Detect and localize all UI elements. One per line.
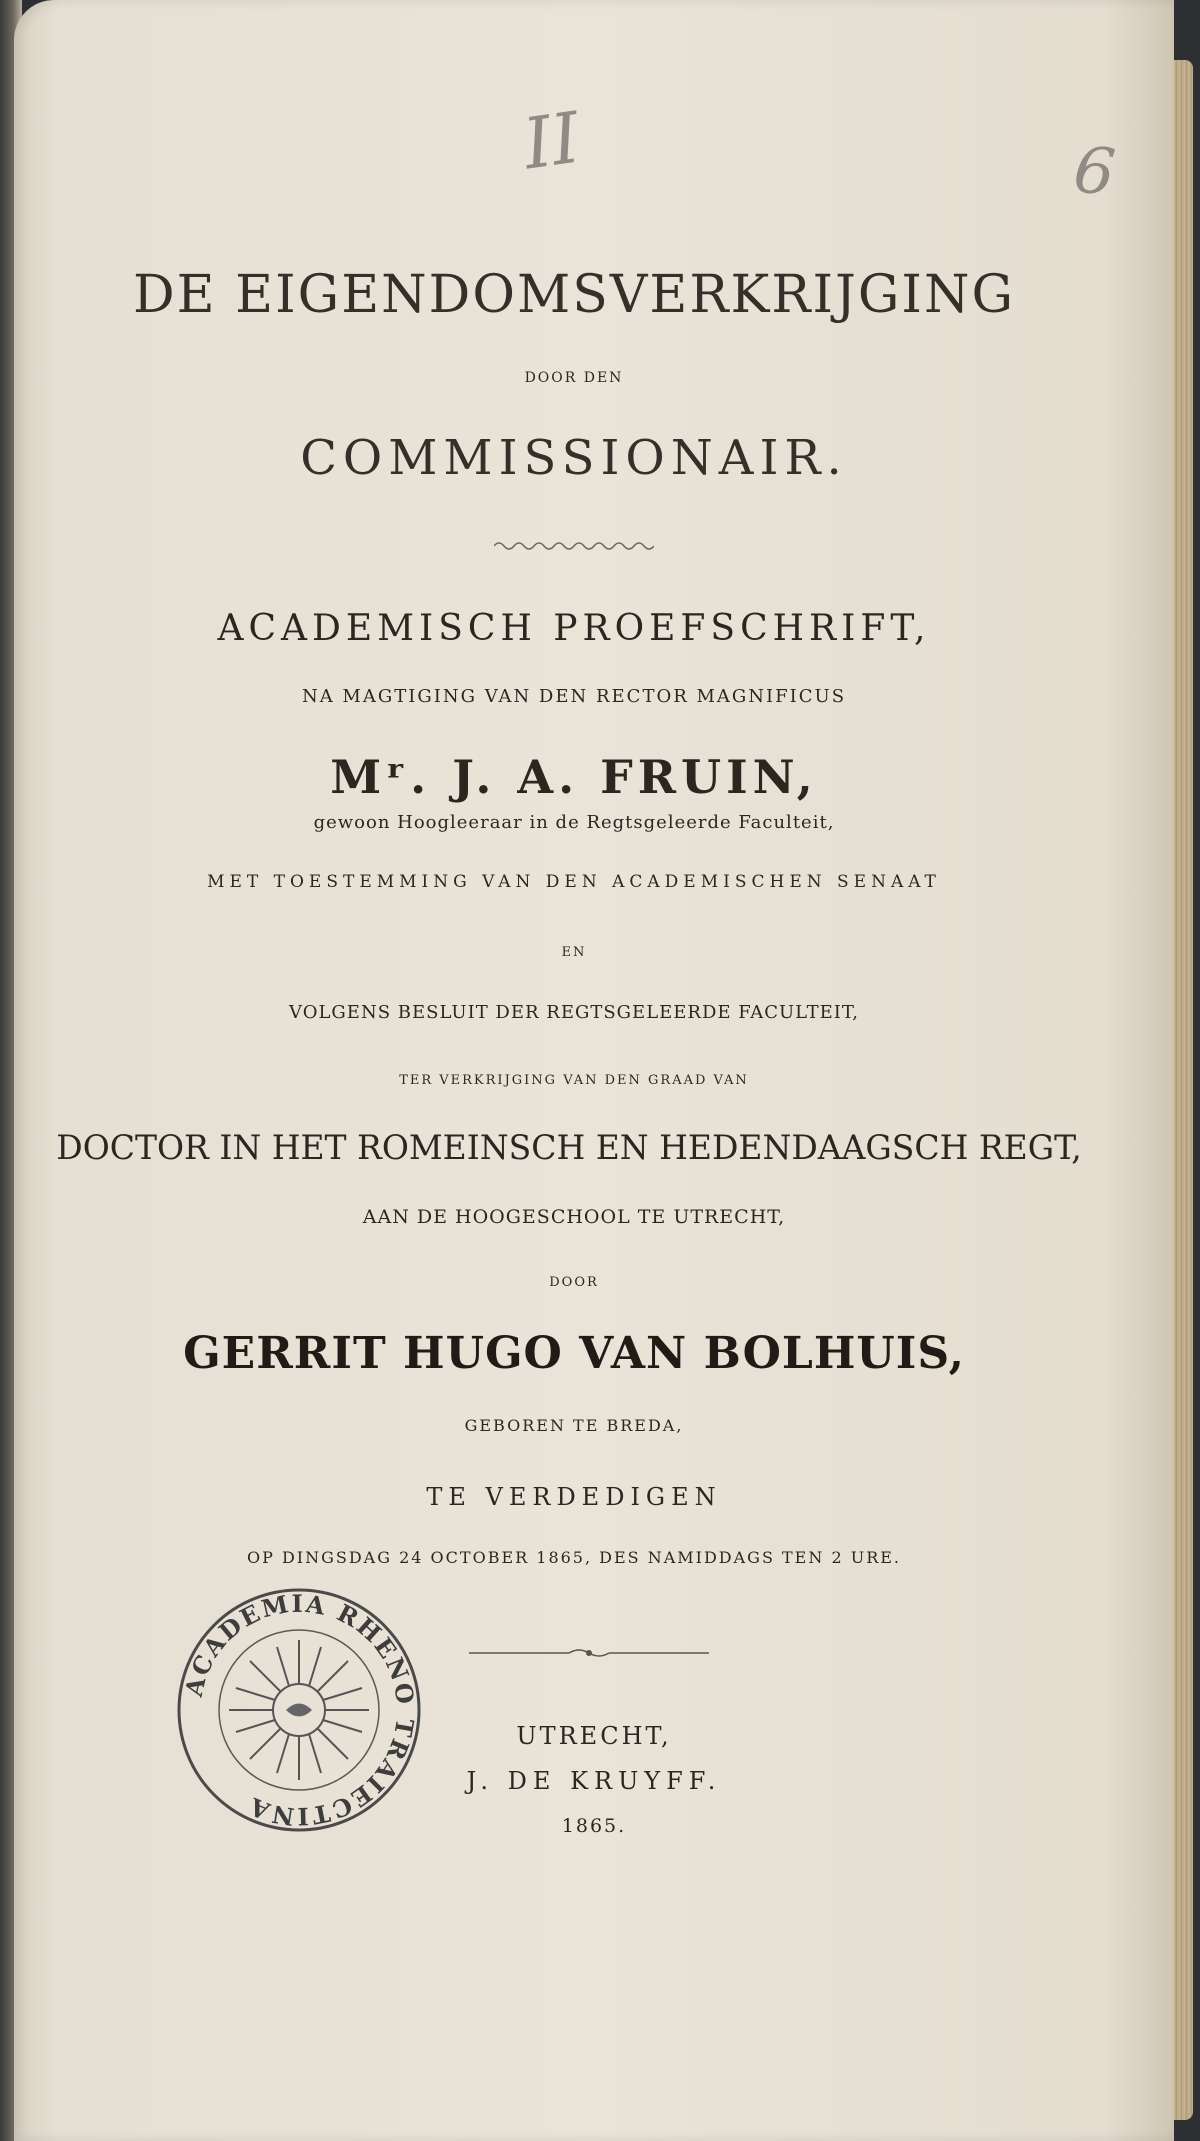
besluit-line: VOLGENS BESLUIT DER REGTSGELEERDE FACULTEIT, bbox=[289, 1002, 859, 1023]
rule-ornament bbox=[469, 1645, 709, 1661]
library-seal bbox=[174, 1585, 424, 1835]
seal-text: ACADEMIA RHENO TRAIECTINA bbox=[178, 1588, 421, 1832]
hoogeschool-line: AAN DE HOOGESCHOOL TE UTRECHT, bbox=[362, 1206, 786, 1228]
rector-title: gewoon Hoogleeraar in de Regtsgeleerde Faculteit, bbox=[313, 812, 835, 833]
verkrijging-line: TER VERKRIJGING VAN DEN GRAAD VAN bbox=[399, 1073, 749, 1088]
date-line: OP DINGSDAG 24 OCTOBER 1865, DES NAMIDDAGS TEN 2 URE. bbox=[246, 1548, 901, 1567]
imprint-publisher: J. DE KRUYFF. bbox=[466, 1767, 722, 1795]
pencil-mark-roman: II bbox=[518, 96, 585, 186]
geboren-line: GEBOREN TE BREDA, bbox=[464, 1416, 684, 1435]
title-door-den: DOOR DEN bbox=[524, 370, 624, 386]
author-name: GERRIT HUGO VAN BOLHUIS, bbox=[183, 1328, 965, 1379]
imprint-city: UTRECHT, bbox=[516, 1722, 672, 1750]
door-line: DOOR bbox=[549, 1275, 599, 1290]
rector-name: Mʳ. J. A. FRUIN, bbox=[330, 750, 818, 804]
en-line: EN bbox=[561, 945, 587, 960]
pencil-mark-number: 6 bbox=[1070, 133, 1119, 211]
title-line-2: COMMISSIONAIR. bbox=[300, 430, 848, 486]
toestemming-line: MET TOESTEMMING VAN DEN ACADEMISCHEN SENAAT bbox=[207, 872, 941, 892]
doctor-line: DOCTOR IN HET ROMEINSCH EN HEDENDAAGSCH REGT, bbox=[56, 1128, 1082, 1168]
magtiging-line: NA MAGTIGING VAN DEN RECTOR MAGNIFICUS bbox=[301, 686, 847, 707]
title-page bbox=[14, 0, 1174, 2141]
title-line-1: DE EIGENDOMSVERKRIJGING bbox=[132, 265, 1016, 325]
verdedigen-line: TE VERDEDIGEN bbox=[426, 1483, 722, 1511]
wavy-ornament bbox=[494, 540, 654, 552]
imprint-year: 1865. bbox=[561, 1815, 627, 1837]
proefschrift-heading: ACADEMISCH PROEFSCHRIFT, bbox=[217, 608, 931, 649]
